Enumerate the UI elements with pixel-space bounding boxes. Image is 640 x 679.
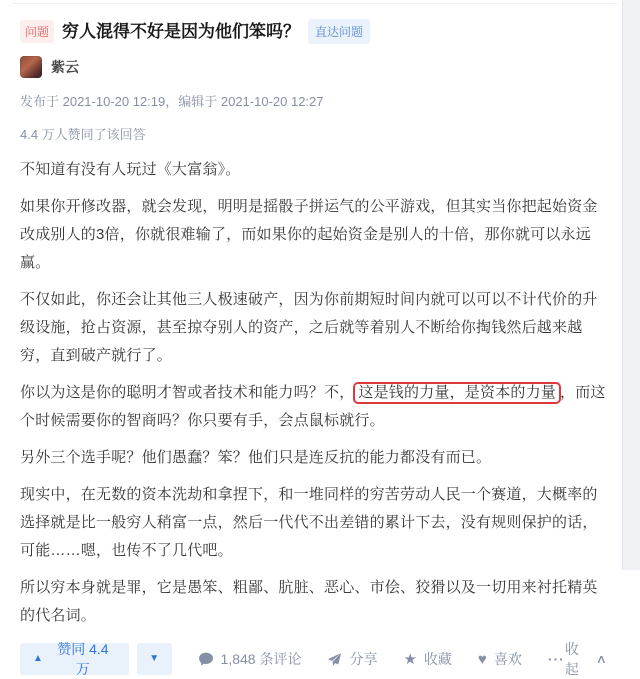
question-header	[20, 19, 608, 44]
answer-paragraph-highlighted	[20, 379, 608, 435]
upvote-button[interactable]	[20, 643, 129, 675]
paragraph-text: 你以为这是你的聪明才智或者技术和能力吗？不，	[20, 384, 355, 401]
answer-paragraph: 另外三个选手呢？他们愚蠢？笨？他们只是连反抗的能力都没有而已。	[20, 449, 492, 466]
collapse-label: 收起	[564, 641, 579, 677]
comments-button[interactable]	[198, 649, 302, 669]
star-icon: ★	[403, 650, 417, 668]
answer-paragraph: 所以穷本身就是罪，它是愚笨、粗鄙、肮脏、恶心、市侩、狡猾以及一切用来衬托精英的代名词。	[20, 579, 598, 624]
publish-info: 发布于 2021-10-20 12:19，编辑于 2021-10-20 12:27	[20, 94, 324, 109]
comment-bubble-icon	[198, 651, 214, 667]
paragraph-text: ，而这个时候需要你的智商吗？你只要有手，会点鼠标就行。	[20, 384, 606, 429]
answer-body	[20, 156, 608, 630]
question-badge: 问题	[20, 20, 54, 43]
share-button[interactable]	[327, 649, 377, 669]
heart-icon: ♥	[477, 650, 487, 668]
downvote-button[interactable]	[137, 643, 172, 675]
favorite-label: 收藏	[423, 651, 452, 667]
share-label: 分享	[349, 651, 378, 667]
red-annotation-box: 这是钱的力量，是资本的力量	[353, 382, 561, 404]
answer-paragraph: 现实中，在无数的资本洗劫和拿捏下，和一堆同样的穷苦劳动人民一个赛道，大概率的选择就是比一般穷人稍富一点，然后一代代不出差错的累计下去，没有规则保护的话，可能……嗯，也传不了几代吧。	[20, 486, 598, 559]
page-background-band	[622, 0, 640, 570]
collapse-button[interactable]	[565, 639, 608, 679]
upvote-label: 赞同 4.4 万	[57, 641, 109, 677]
jump-to-question-link[interactable]: 直达问题	[308, 19, 370, 44]
author-name[interactable]: 紫云	[51, 59, 79, 75]
action-toolbar	[20, 639, 608, 679]
favorite-button[interactable]	[403, 649, 451, 669]
author-avatar[interactable]	[20, 56, 42, 78]
downvote-triangle-icon: ▼	[149, 653, 160, 664]
upvote-triangle-icon: ▲	[33, 653, 43, 664]
share-plane-icon	[327, 652, 342, 667]
answer-card	[8, 3, 620, 677]
like-button[interactable]	[478, 649, 522, 669]
like-label: 喜欢	[493, 651, 522, 667]
chevron-up-icon: ∧	[595, 652, 608, 666]
answer-paragraph: 不知道有没有人玩过《大富翁》。	[20, 161, 241, 178]
question-title[interactable]: 穷人混得不好是因为他们笨吗？	[62, 21, 301, 41]
answer-paragraph: 如果你开修改器，就会发现，明明是摇骰子拼运气的公平游戏，但其实当你把起始资金改成别人的3倍，你就很难输了，而如果你的起始资金是别人的十倍，那你就可以永远赢。	[20, 198, 598, 271]
comments-label: 1,848 条评论	[220, 651, 302, 667]
answer-paragraph: 不仅如此，你还会让其他三人极速破产，因为你前期短时间内就可以可以不计代价的升级设施，抢占资源，甚至掠夺别人的资产，之后就等着别人不断给你掏钱然后越来越穷，直到破产就行了。	[20, 291, 598, 364]
more-actions-button[interactable]: ···	[547, 651, 565, 667]
author-row	[20, 56, 608, 78]
upvote-summary: 4.4 万人赞同了该回答	[20, 127, 146, 142]
